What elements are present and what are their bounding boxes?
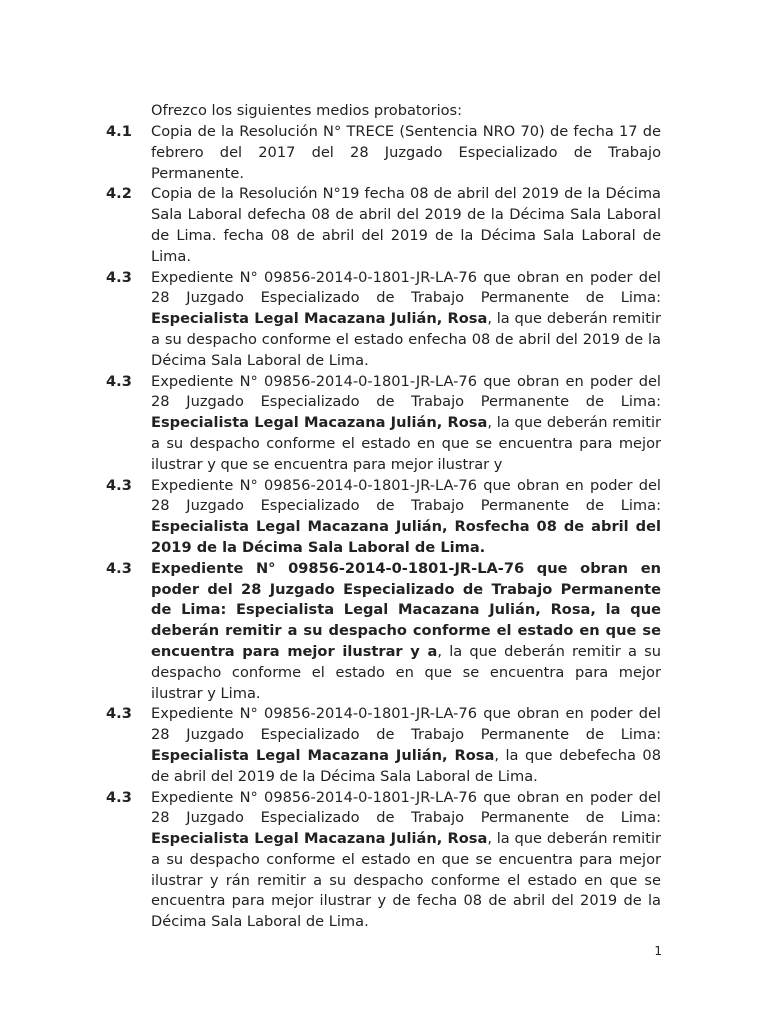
item-number: 4.3: [106, 476, 132, 494]
item-number: 4.3: [106, 788, 132, 806]
evidence-item: [104, 122, 661, 184]
item-text-part: Expediente N° 09856-2014-0-1801-JR-LA-76 que obran en poder del 28 Juzgado Especializado de Trabajo Permanente de Lima:: [151, 705, 661, 744]
item-number: 4.2: [106, 185, 132, 203]
evidence-list: [104, 122, 661, 933]
intro-text: Ofrezco los siguientes medios probatorios:: [151, 102, 463, 119]
item-text-part: Copia de la Resolución N° TRECE (Sentencia NRO 70) de fecha 17 de febrero del 2017 del 28 Juzgado Especializado de Trabajo Permanente.: [151, 123, 661, 182]
item-text: [151, 122, 661, 184]
item-number: 4.3: [106, 559, 132, 577]
item-bold-text: Especialista Legal Macazana Julián, Rosa: [151, 310, 488, 328]
item-number: 4.1: [106, 123, 132, 140]
item-bold-text: Especialista Legal Macazana Julián, Rosa: [151, 830, 488, 848]
item-number: 4.3: [106, 268, 132, 286]
item-text-part: , la que deberán remitir a su despacho conforme el estado en que se encuentra para mejor ilustrar y rán remitir a su despacho conforme el estado en que se encuentra para mejor ilustrar y de fecha 08 de abril del 2019 de la Décima Sala Laboral de Lima.: [151, 830, 661, 931]
item-bold-text: Especialista Legal Macazana Julián, Rosa: [151, 746, 495, 764]
item-number: 4.3: [106, 372, 132, 390]
item-text-part: Expediente N° 09856-2014-0-1801-JR-LA-76 que obran en poder del 28 Juzgado Especializado de Trabajo Permanente de Lima:: [151, 788, 661, 827]
evidence-item: [104, 788, 661, 934]
item-text: [151, 788, 661, 934]
evidence-item: [104, 184, 661, 267]
item-text-part: Copia de la Resolución N°19 fecha 08 de abril del 2019 de la Décima Sala Laboral defecha 08 de abril del 2019 de la Décima Sala Laboral de Lima. fecha 08 de abril del 2019 de la Décima Sala Laboral de Lima.: [151, 185, 661, 265]
item-text-part: Expediente N° 09856-2014-0-1801-JR-LA-76 que obran en poder del 28 Juzgado Especializado de Trabajo Permanente de Lima:: [151, 372, 661, 411]
item-text-part: , la que deberán remitir a su despacho conforme el estado en que se encuentra para mejor ilustrar y que se encuentra para mejor ilustrar y: [151, 414, 661, 473]
evidence-item: [104, 268, 661, 372]
item-text-part: , la que deberán remitir a su despacho conforme el estado enfecha 08 de abril del 2019 de la Décima Sala Laboral de Lima.: [151, 310, 661, 369]
item-bold-text: Especialista Legal Macazana Julián, Rosfecha 08 de abril del 2019 de la Décima Sala Laboral de Lima.: [151, 518, 661, 556]
item-text-part: , la que debefecha 08 de abril del 2019 de la Décima Sala Laboral de Lima.: [151, 746, 662, 785]
evidence-item: [104, 704, 661, 787]
item-text: [151, 559, 661, 705]
item-bold-text: Expediente N° 09856-2014-0-1801-JR-LA-76 que obran en poder del 28 Juzgado Especializado de Trabajo Permanente de Lima: Especialista Legal Macazana Julián, Rosa, la que deberán remitir a su despacho conforme el estado en que se encuentra para mejor ilustrar y a: [151, 559, 661, 660]
evidence-item: [104, 559, 661, 705]
item-text: [151, 268, 661, 372]
evidence-item: [104, 476, 661, 559]
item-text-part: Expediente N° 09856-2014-0-1801-JR-LA-76 que obran en poder del 28 Juzgado Especializado de Trabajo Permanente de Lima:: [151, 268, 661, 307]
item-text: [151, 184, 661, 267]
item-text: [151, 372, 661, 476]
item-text-part: Expediente N° 09856-2014-0-1801-JR-LA-76 que obran en poder del 28 Juzgado Especializado de Trabajo Permanente de Lima:: [151, 476, 661, 515]
item-text-part: , la que deberán remitir a su despacho conforme el estado en que se encuentra para mejor ilustrar y Lima.: [151, 642, 662, 702]
page-number: 1: [654, 944, 662, 958]
item-bold-text: Especialista Legal Macazana Julián, Rosa: [151, 414, 488, 432]
item-number: 4.3: [106, 705, 132, 723]
evidence-item: [104, 372, 661, 476]
item-text: [151, 704, 661, 787]
item-text: [151, 476, 661, 559]
